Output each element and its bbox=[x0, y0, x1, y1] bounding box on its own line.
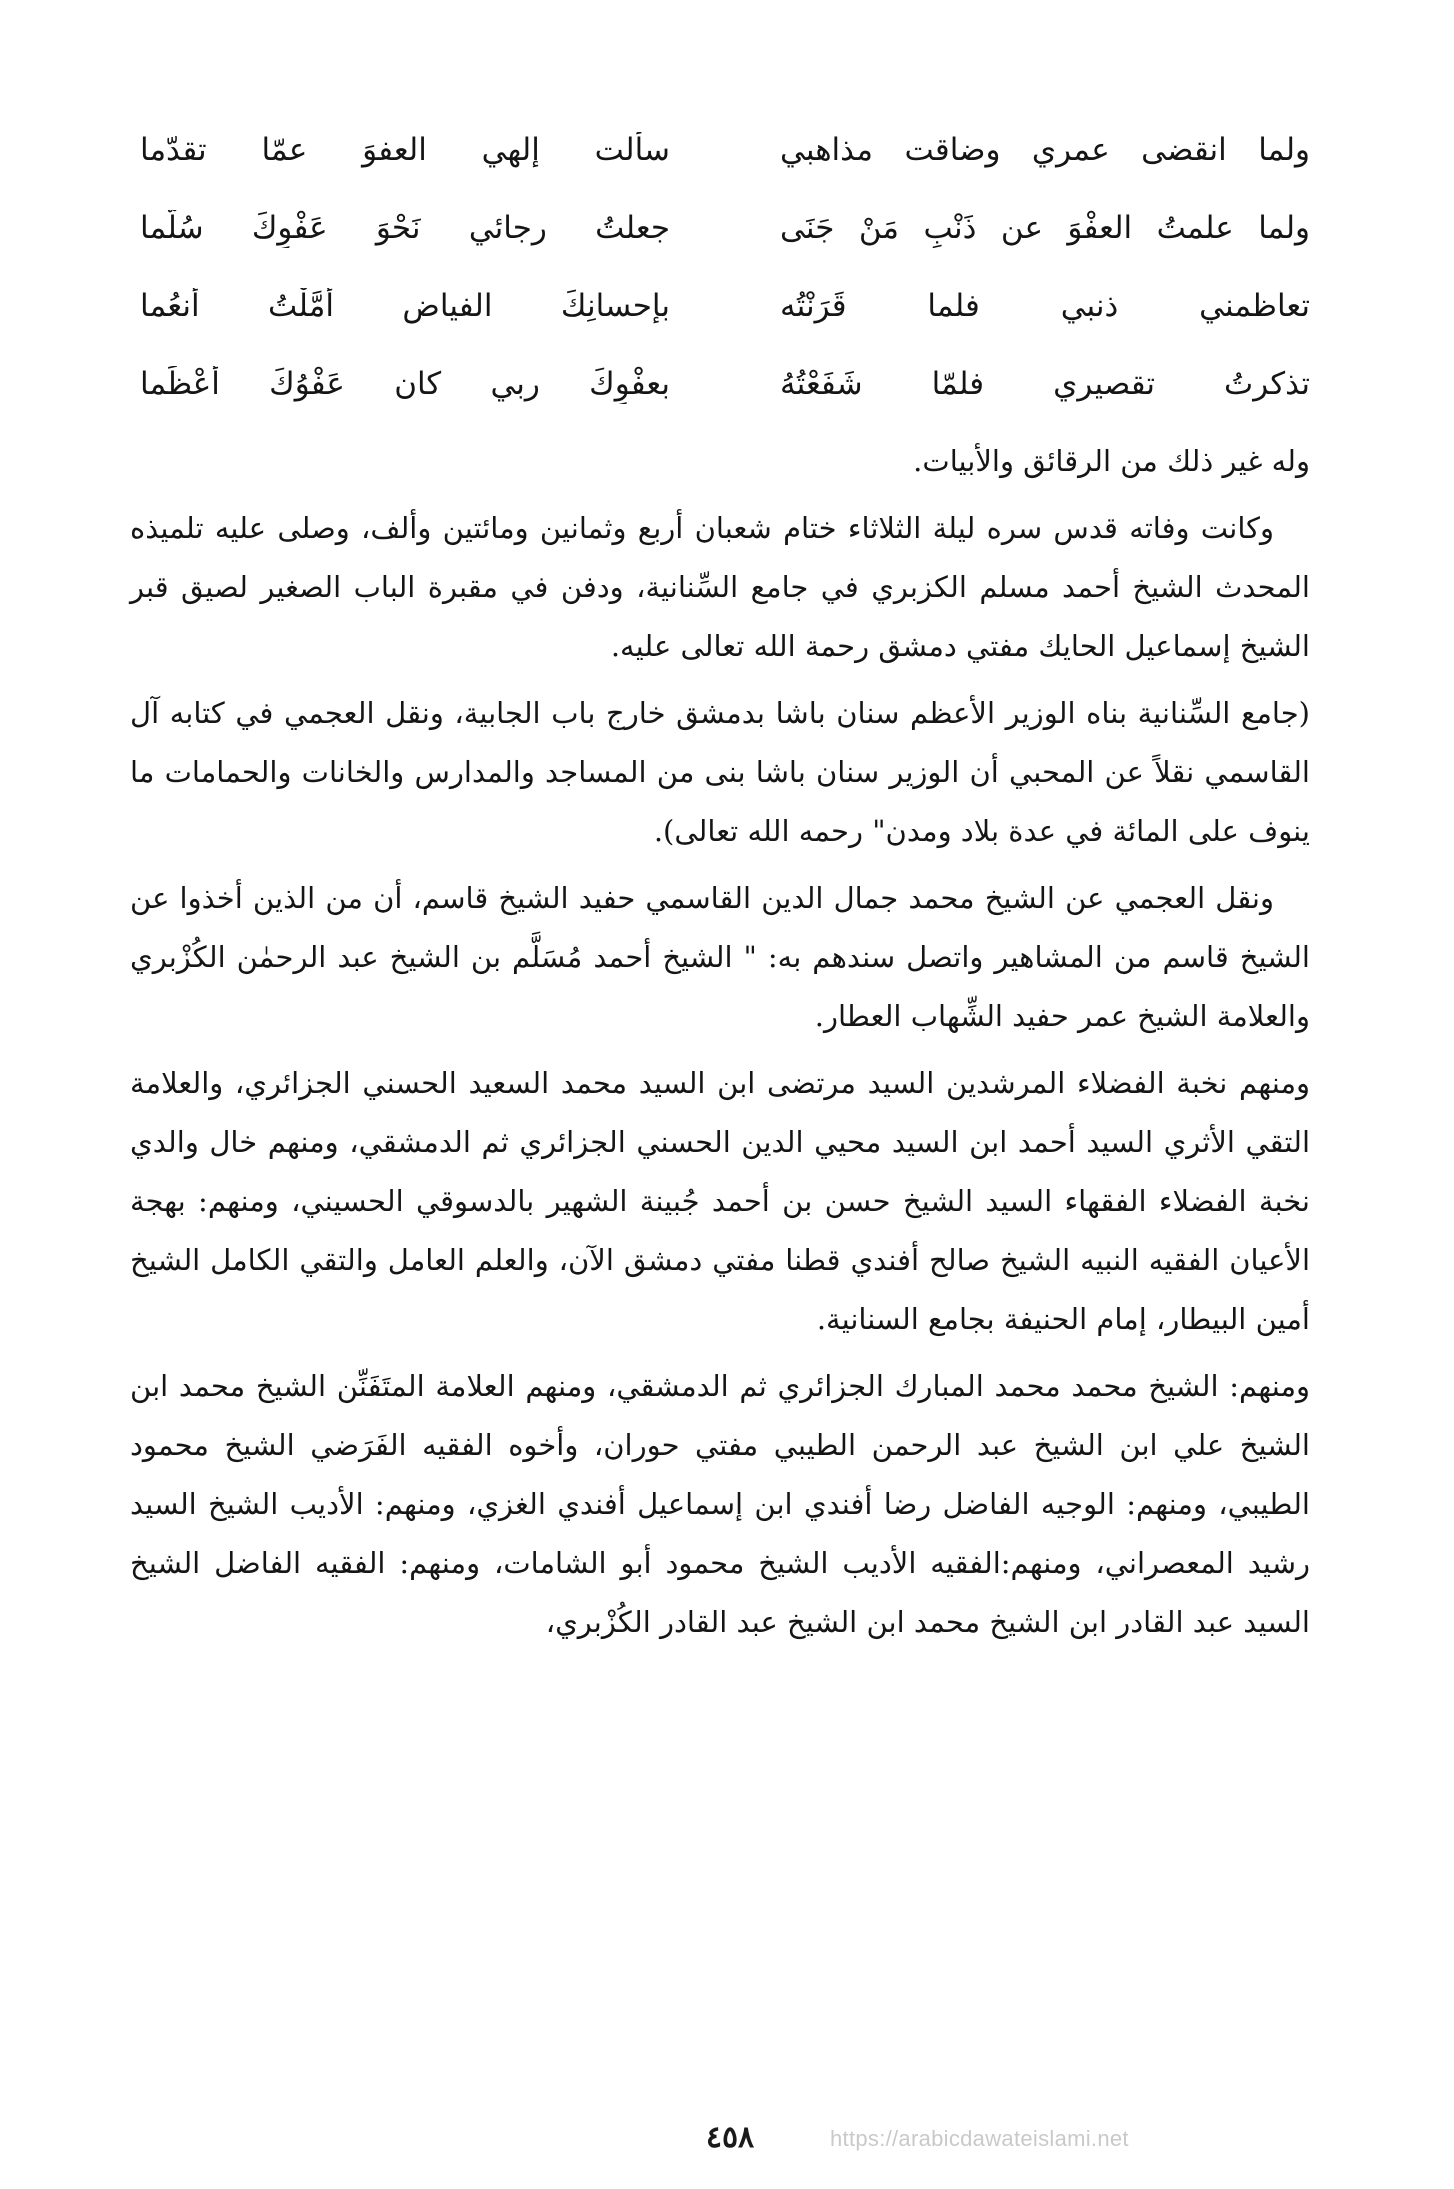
verse-second-hemistich: سألت إلهي العفوَ عمّا تقدّما bbox=[140, 132, 670, 169]
verse-first-hemistich: ولما انقضى عمري وضاقت مذاهبي bbox=[780, 132, 1310, 169]
poem-verse bbox=[140, 190, 1310, 268]
poem-verse bbox=[140, 346, 1310, 424]
verse-second-hemistich: بإحسانِكَ الفياضِ أمَّلْتُ أنعُما bbox=[140, 288, 670, 325]
paragraph-closing-verses: وله غير ذلك من الرقائق والأبيات. bbox=[913, 444, 1310, 478]
poem-block bbox=[140, 112, 1310, 424]
verse-second-hemistich: بعفْوِكَ ربي كان عَفْوُكَ أعْظَما bbox=[140, 366, 670, 403]
verse-first-hemistich: ولما علمتُ العفْوَ عن ذَنْبِ مَنْ جَنَى bbox=[780, 210, 1310, 247]
verse-second-hemistich: جعلتُ رجائي نَحْوَ عَفْوِكَ سُلّما bbox=[140, 210, 670, 247]
paragraph-more-notables: ومنهم: الشيخ محمد محمد المبارك الجزائري ثم الدمشقي، ومنهم العلامة المتَفَنِّن الشيخ محمد ابن الشيخ علي ابن الشيخ عبد الرحمن الطيبي مفتي حوران، وأخوه الفقيه الفَرَضي الشيخ محمود الطيبي، ومنهم: الوجيه الفاضل رضا أفندي ابن إسماعيل أفندي الغزي، ومنهم: الأديب الشيخ السيد رشيد المعصراني، ومنهم:الفقيه الأديب الشيخ محمود أبو الشامات، ومنهم: الفقيه الفاضل الشيخ السيد عبد القادر ابن الشيخ محمد ابن الشيخ عبد القادر الكُزْبري، bbox=[130, 1369, 1310, 1639]
verse-first-hemistich: تعاظمني ذنبي فلما قَرَنْتُه bbox=[780, 288, 1310, 325]
prose-body bbox=[130, 432, 1310, 1660]
paragraph-notables: ومنهم نخبة الفضلاء المرشدين السيد مرتضى ابن السيد محمد السعيد الحسني الجزائري، والعلامة التقي الأثري السيد أحمد ابن السيد محيي الدين الحسني الجزائري ثم الدمشقي، ومنهم خال والدي نخبة الفضلاء الفقهاء السيد الشيخ حسن بن أحمد جُبينة الشهير بالدسوقي الحسيني، ومنهم: بهجة الأعيان الفقيه النبيه الشيخ صالح أفندي قطنا مفتي دمشق الآن، والعلم العامل والتقي الكامل الشيخ أمين البيطار، إمام الحنيفة بجامع السنانية. bbox=[130, 1066, 1310, 1336]
poem-verse bbox=[140, 268, 1310, 346]
paragraph-students: ونقل العجمي عن الشيخ محمد جمال الدين القاسمي حفيد الشيخ قاسم، أن من الذين أخذوا عن الشيخ قاسم من المشاهير واتصل سندهم به: " الشيخ أحمد مُسَلَّم بن الشيخ عبد الرحمٰن الكُزْبري والعلامة الشيخ عمر حفيد الشِّهاب العطار. bbox=[130, 881, 1310, 1033]
verse-first-hemistich: تذكرتُ تقصيري فلمّا شَفَعْتُهُ bbox=[780, 366, 1310, 403]
page-number: ٤٥٨ bbox=[705, 2120, 755, 2155]
watermark-url: https://arabicdawateislami.net bbox=[830, 2126, 1129, 2151]
paragraph-sinaniyya-note: (جامع السِّنانية بناه الوزير الأعظم سنان باشا بدمشق خارج باب الجابية، ونقل العجمي في كتابه آل القاسمي نقلاً عن المحبي أن الوزير سنان باشا بنى من المساجد والمدارس والخانات والحمامات ما ينوف على المائة في عدة بلاد ومدن" رحمه الله تعالى). bbox=[130, 696, 1310, 848]
poem-verse bbox=[140, 112, 1310, 190]
paragraph-death: وكانت وفاته قدس سره ليلة الثلاثاء ختام شعبان أربع وثمانين ومائتين وألف، وصلى عليه تلميذه المحدث الشيخ أحمد مسلم الكزبري في جامع السِّنانية، ودفن في مقبرة الباب الصغير لصيق قبر الشيخ إسماعيل الحايك مفتي دمشق رحمة الله تعالى عليه. bbox=[130, 511, 1310, 663]
